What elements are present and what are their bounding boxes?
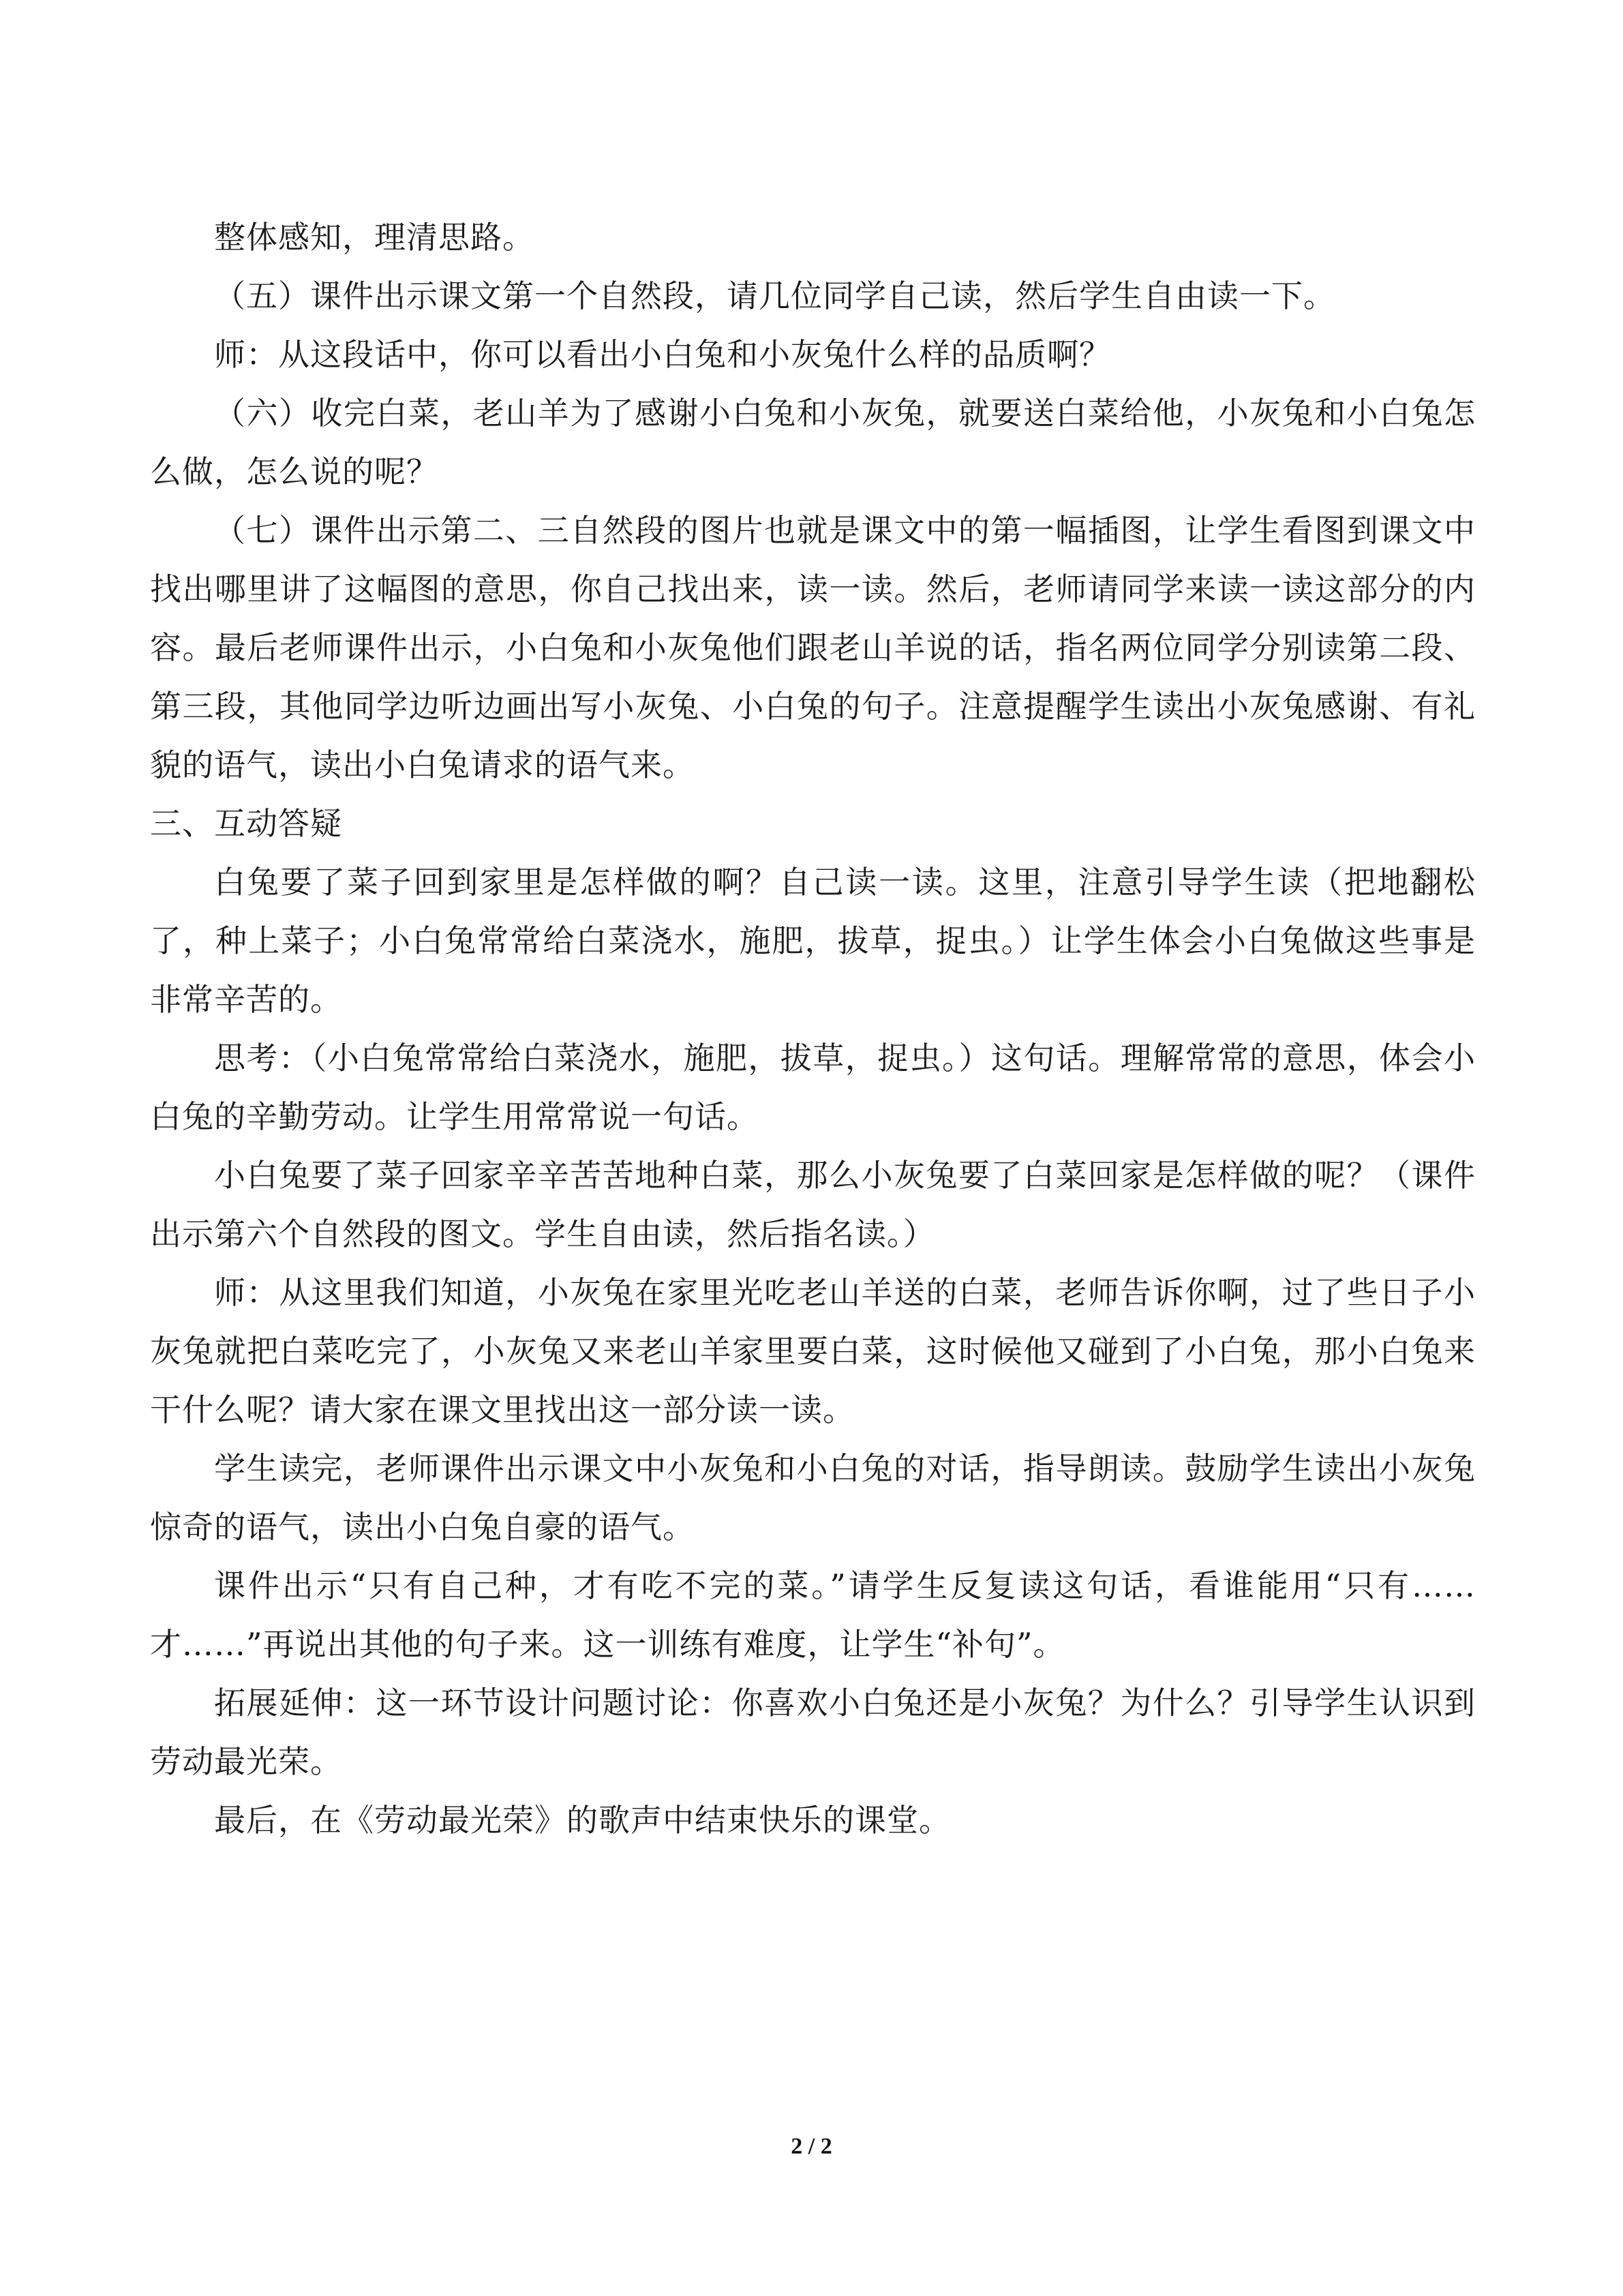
paragraph-step-7: （七）课件出示第二、三自然段的图片也就是课文中的第一幅插图，让学生看图到课文中找出哪里讲了这幅图的意思，你自己找出来，读一读。然后，老师请同学来读一读这部分的内容。最后老师课件出示，小白兔和小灰兔他们跟老山羊说的话，指名两位同学分别读第二段、第三段，其他同学边听边画出写小灰兔、小白兔的句子。注意提醒学生读出小灰兔感谢、有礼貌的语气，读出小白兔请求的语气来。 <box>150 512 1476 783</box>
page-number: 2 / 2 <box>791 2134 832 2159</box>
paragraph-step-6: （六）收完白菜，老山羊为了感谢小白兔和小灰兔，就要送白菜给他，小灰兔和小白兔怎么做，怎么说的呢？ <box>150 395 1476 490</box>
paragraph-white-rabbit-work: 白兔要了菜子回到家里是怎样做的啊？自己读一读。这里，注意引导学生读（把地翻松了，种上菜子；小白兔常常给白菜浇水，施肥，拔草，捉虫。）让学生体会小白兔做这些事是非常辛苦的。 <box>150 864 1476 1018</box>
section-heading-interactive-qa: 三、互动答疑 <box>150 805 342 842</box>
paragraph-sentence-practice: 课件出示“只有自己种，才有吃不完的菜。”请学生反复读这句话，看谁能用“只有……才……”再说出其他的句子来。这一训练有难度，让学生“补句”。 <box>150 1567 1476 1663</box>
paragraph-closing: 最后，在《劳动最光荣》的歌声中结束快乐的课堂。 <box>214 1802 951 1839</box>
paragraph-teacher-story: 师：从这里我们知道，小灰兔在家里光吃老山羊送的白菜，老师告诉你啊，过了些日子小灰兔就把白菜吃完了，小灰兔又来老山羊家里要白菜，这时候他又碰到了小白兔，那小白兔来干什么呢？请大家在课文里找出这一部分读一读。 <box>150 1274 1476 1428</box>
paragraph-overview: 整体感知，理清思路。 <box>214 219 534 256</box>
paragraph-dialogue-reading: 学生读完，老师课件出示课文中小灰兔和小白兔的对话，指导朗读。鼓励学生读出小灰兔惊奇的语气，读出小白兔自豪的语气。 <box>150 1450 1476 1545</box>
paragraph-step-5: （五）课件出示课文第一个自然段，请几位同学自己读，然后学生自由读一下。 <box>214 277 1335 314</box>
paragraph-extension: 拓展延伸：这一环节设计问题讨论：你喜欢小白兔还是小灰兔？为什么？引导学生认识到劳动最光荣。 <box>150 1685 1476 1780</box>
document-body <box>150 208 1476 1849</box>
paragraph-teacher-question-1: 师：从这段话中，你可以看出小白兔和小灰兔什么样的品质啊？ <box>214 336 1111 373</box>
paragraph-gray-rabbit: 小白兔要了菜子回家辛辛苦苦地种白菜，那么小灰兔要了白菜回家是怎样做的呢？（课件出示第六个自然段的图文。学生自由读，然后指名读。） <box>150 1157 1476 1252</box>
paragraph-thinking: 思考：（小白兔常常给白菜浇水，施肥，拔草，捉虫。）这句话。理解常常的意思，体会小白兔的辛勤劳动。让学生用常常说一句话。 <box>150 1040 1476 1135</box>
